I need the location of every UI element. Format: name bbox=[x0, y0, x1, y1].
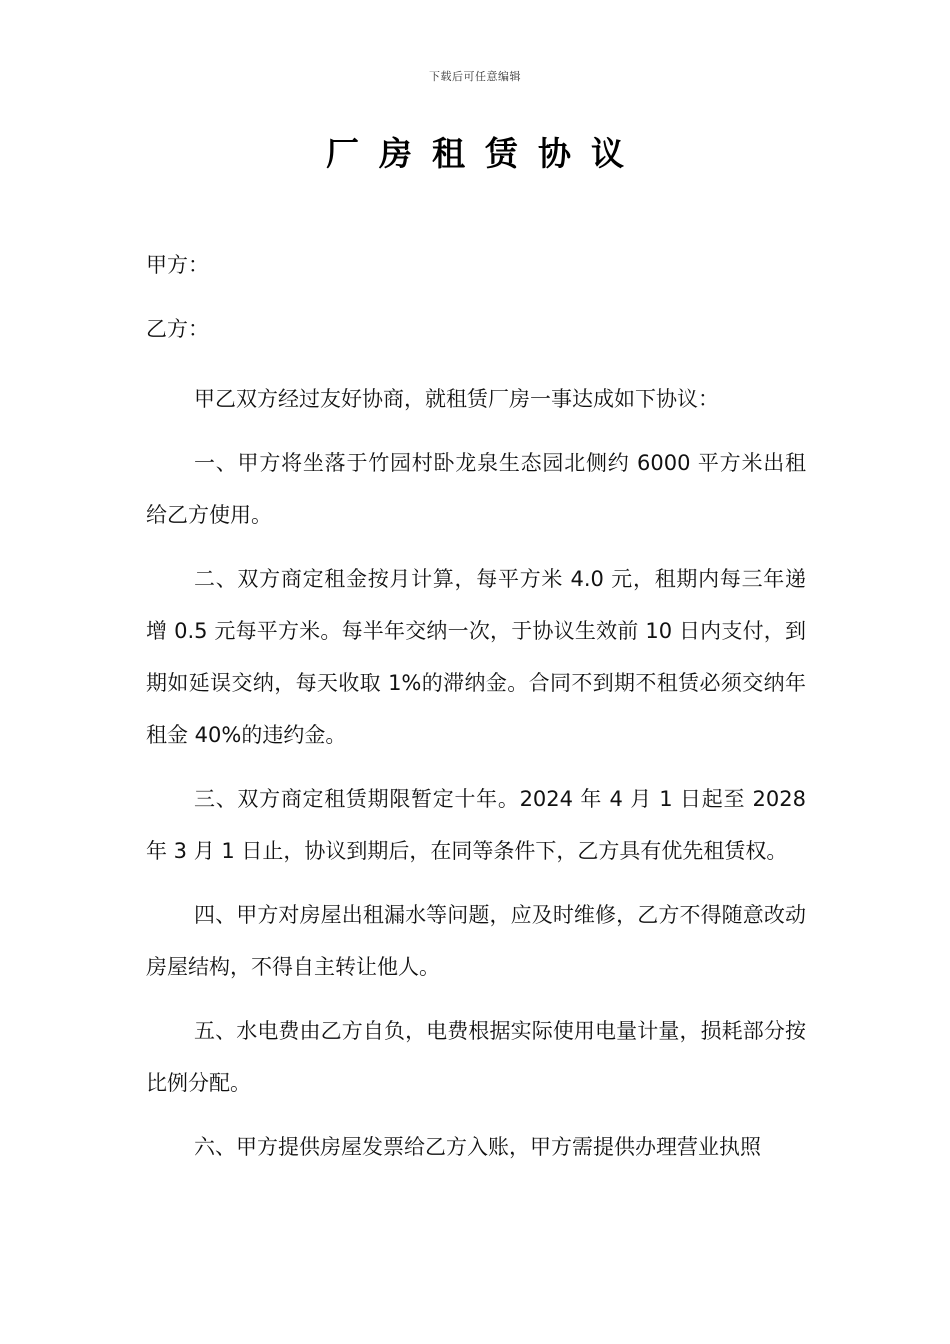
clause-6: 六、甲方提供房屋发票给乙方入账，甲方需提供办理营业执照 bbox=[194, 1135, 761, 1159]
clause-4: 四、甲方对房屋出租漏水等问题，应及时维修，乙方不得随意改动房屋结构，不得自主转让他人。 bbox=[146, 903, 806, 979]
clause-3: 三、双方商定租赁期限暂定十年。2024 年 4 月 1 日起至 2028 年 3 月 1 日止，协议到期后，在同等条件下，乙方具有优先租赁权。 bbox=[146, 787, 806, 863]
party-a-label: 甲方： bbox=[146, 253, 209, 277]
document-title: 厂房租赁协议 bbox=[326, 134, 644, 173]
party-b-label: 乙方： bbox=[146, 317, 209, 341]
clause-1: 一、甲方将坐落于竹园村卧龙泉生态园北侧约 6000 平方米出租给乙方使用。 bbox=[146, 451, 806, 527]
clause-5: 五、水电费由乙方自负，电费根据实际使用电量计量，损耗部分按比例分配。 bbox=[146, 1019, 806, 1095]
intro-paragraph: 甲乙双方经过友好协商，就租赁厂房一事达成如下协议： bbox=[194, 387, 719, 411]
clause-2: 二、双方商定租金按月计算，每平方米 4.0 元，租期内每三年递增 0.5 元每平方米。每半年交纳一次，于协议生效前 10 日内支付，到期如延误交纳，每天收取 1%的滞纳金。合同不到期不租赁必须交纳年租金 40%的违约金。 bbox=[146, 567, 806, 747]
document-body bbox=[146, 245, 806, 1185]
header-note: 下载后可任意编辑 bbox=[429, 70, 521, 83]
